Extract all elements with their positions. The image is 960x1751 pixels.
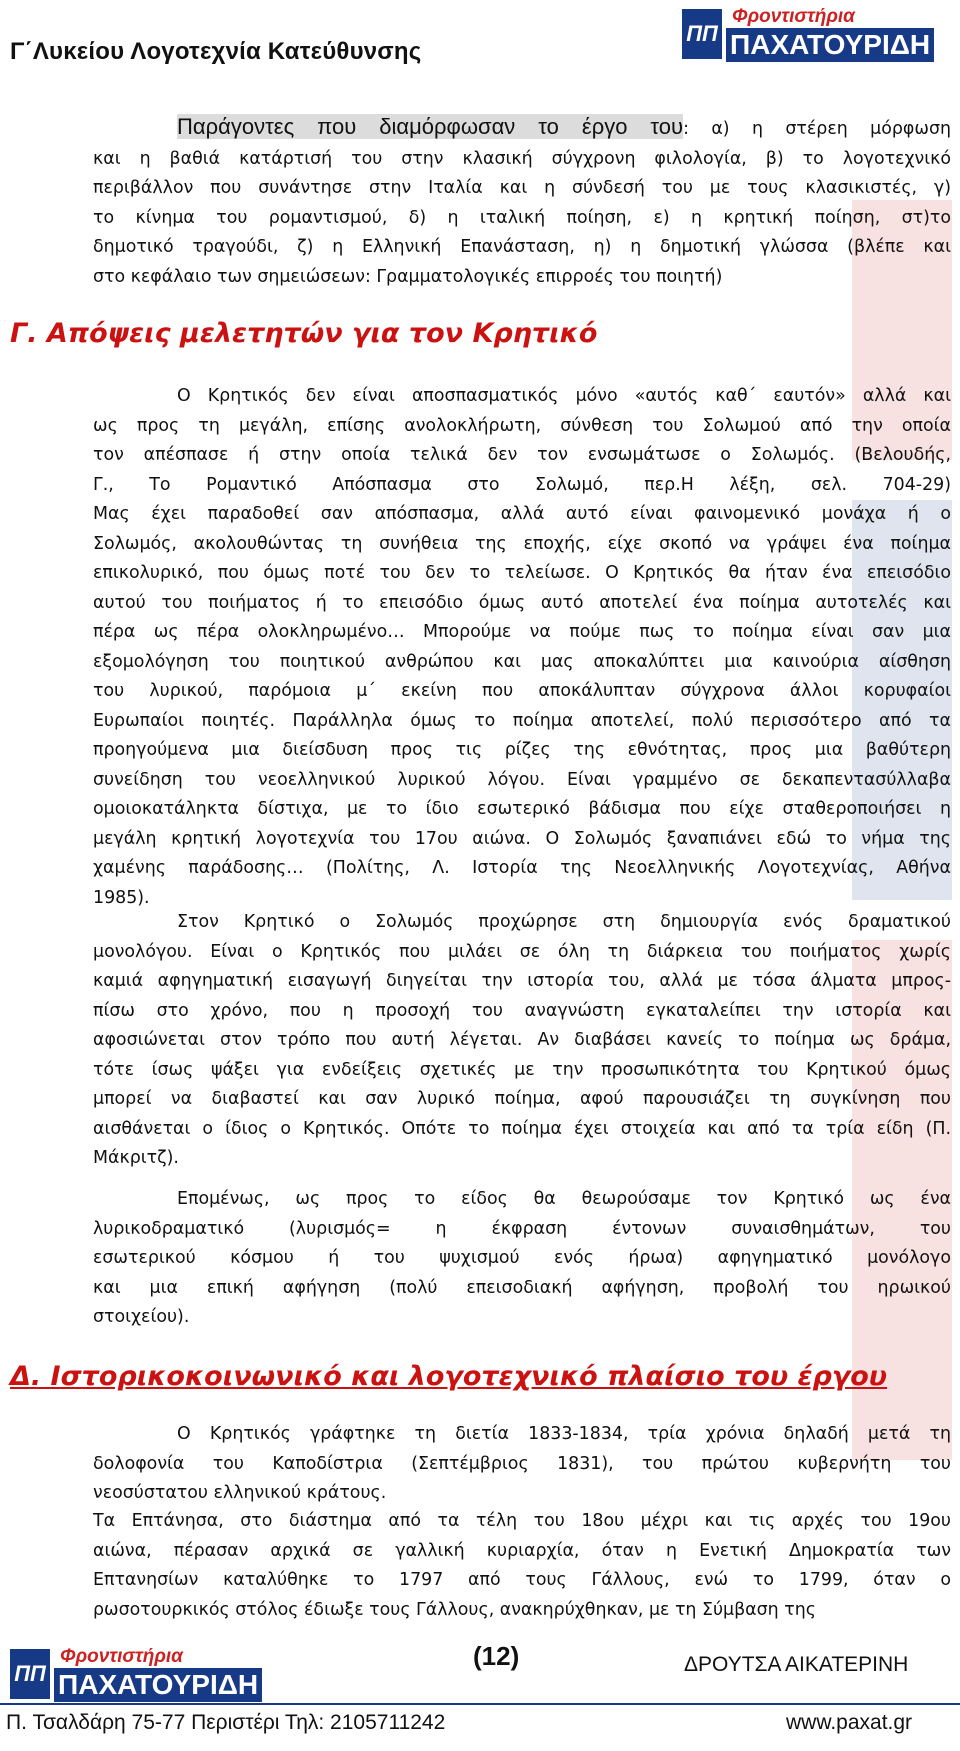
dramatic-monologue-paragraph — [93, 908, 951, 1174]
text-line: αφοσιώνεται στον τρόπο που αυτή λέγεται. Αν διαβάσει κανείς το ποίημα ως δράμα, — [93, 1030, 951, 1050]
factors-paragraph — [93, 112, 951, 292]
factors-lead: Παράγοντες που διαμόρφωσαν το έργο του — [177, 114, 684, 139]
text-line: συνείδηση του νεοελληνικού λυρικού λόγου. Είναι γραμμένο σε δεκαπεντασύλλαβα — [93, 769, 951, 790]
text-line: εσωτερικού κόσμου ή του ψυχισμού ενός ήρωα) αφηγηματικό μονόλογο — [93, 1248, 951, 1268]
text-line: ρωσοτουρκικός στόλος έδιωξε τους Γάλλους, ανακηρύχθηκαν, με τη Σύμβαση της — [93, 1599, 816, 1620]
logo-line1: Φροντιστήρια — [60, 1646, 183, 1667]
text-line: Ευρωπαίοι ποιητές. Παράλληλα όμως το ποίημα αποτελεί, πολύ περισσότερο από τα — [93, 710, 951, 731]
text-line: : α) η στέρεη μόρφωση — [683, 119, 951, 139]
text-line: Μας έχει παραδοθεί σαν απόσπασμα, αλλά αυτό είναι φαινομενικό μονάχα ή ο — [93, 504, 951, 524]
text-line: τότε ίσως ψάξει για ενδείξεις σχετικές με την προσωπικότητα του Κρητικού όμως — [93, 1059, 951, 1080]
text-line: 1985). — [93, 887, 150, 908]
text-line: Επομένως, ως προς το είδος θα θεωρούσαμε τον Κρητικό ως ένα — [177, 1189, 951, 1209]
text-line: μονολόγου. Είναι ο Κρητικός που μιλάει σε όλη τη διάρκεια του ποιήματος χωρίς — [93, 941, 951, 962]
text-line: λυρικοδραματικό (λυρισμός= η έκφραση έντονων συναισθημάτων, του — [93, 1218, 951, 1239]
footer-address: Π. Τσαλδάρη 75-77 Περιστέρι Τηλ: 2105711242 — [6, 1711, 446, 1734]
text-line: στοιχείου). — [93, 1307, 190, 1327]
header-title: Γ΄Λυκείου Λογοτεχνία Κατεύθυνσης — [10, 38, 422, 65]
logo-line2: ΠΑΧΑΤΟΥΡΙΔΗ — [54, 1668, 262, 1702]
text-line: πίσω στο χρόνο, που η προσοχή του αναγνώστη εγκαταλείπει την ιστορία και — [93, 1000, 951, 1021]
footer-logo — [10, 1646, 262, 1702]
brand-logo — [682, 6, 934, 62]
text-line: Τα Επτάνησα, στο διάστημα από τα τέλη του 18ου μέχρι και τις αρχές του 19ου — [93, 1511, 951, 1531]
text-line: δημοτικό τραγούδι, ζ) η Ελληνική Επανάσταση, η) η δημοτική γλώσσα (βλέπε και — [93, 237, 951, 257]
text-line: Ο Κρητικός γράφτηκε τη διετία 1833-1834, τρία χρόνια δηλαδή μετά τη — [177, 1424, 951, 1444]
heptanese-paragraph — [93, 1507, 951, 1625]
text-line: Επτανησίων καταλύθηκε το 1797 από τους Γάλλους, ενώ το 1799, όταν ο — [93, 1570, 951, 1590]
text-line: στο κεφάλαιο των σημειώσεων: Γραμματολογικές επιρροές του ποιητή) — [93, 266, 723, 287]
footer-website: www.paxat.gr — [786, 1711, 913, 1734]
text-line: και μια επική αφήγηση (πολύ επεισοδιακή αφήγηση, προβολή του ηρωικού — [93, 1277, 951, 1298]
text-line: προηγούμενα μια διείσδυση προς τις ρίζες της εθνότητας, προς μια βαθύτερη — [93, 740, 951, 760]
logo-mark-icon: ΠΠ — [682, 9, 722, 59]
text-line: μπορεί να διαβαστεί και σαν λυρικό ποίημα, αφού παρουσιάζει τη συγκίνηση που — [93, 1089, 951, 1109]
section-heading-g: Γ. Απόψεις μελετητών για τον Κρητικό — [10, 318, 598, 349]
logo-line2: ΠΑΧΑΤΟΥΡΙΔΗ — [726, 28, 934, 62]
text-line: δολοφονία του Καποδίστρια (Σεπτέμβριος 1831), του πρώτου κυβερνήτη του — [93, 1453, 951, 1474]
genre-paragraph — [93, 1185, 951, 1333]
text-line: Γ., Το Ρομαντικό Απόσπασμα στο Σολωμό, περ.Η λέξη, σελ. 704-29) — [93, 474, 951, 495]
text-line: Ο Κρητικός δεν είναι αποσπασματικός μόνο «αυτός καθ΄ εαυτόν» αλλά και — [177, 386, 951, 406]
text-line: καμιά αφηγηματική εισαγωγή διηγείται την ιστορία του, αλλά με τόσα άλματα μπρος- — [93, 971, 951, 991]
author-name: ΔΡΟΥΤΣΑ ΑΙΚΑΤΕΡΙΝΗ — [684, 1653, 909, 1676]
text-line: Σολωμός, ακολουθώντας τη συνήθεια της εποχής, είχε σκοπό να γράψει ένα ποίημα — [93, 533, 951, 554]
text-line: ως προς τη μεγάλη, επίσης ανολοκλήρωτη, σύνθεση του Σολωμού από την οποία — [93, 415, 951, 436]
text-line: εξομολόγηση του ποιητικού ανθρώπου και μας αποκαλύπτει μια καινούρια αίσθηση — [93, 651, 951, 672]
text-line: ομοιοκατάληκτα δίστιχα, με το ίδιο εσωτερικό βάδισμα που είχε σταθεροποιήσει η — [93, 799, 951, 819]
text-line: πέρα ως πέρα ολοκληρωμένο… Μπορούμε να πούμε πως το ποίημα είναι σαν μια — [93, 622, 951, 642]
section-heading-d: Δ. Ιστορικοκοινωνικό και λογοτεχνικό πλαίσιο του έργου — [10, 1361, 888, 1392]
logo-line1: Φροντιστήρια — [732, 6, 855, 27]
written-paragraph — [93, 1420, 951, 1509]
text-line: χαμένης παράδοσης… (Πολίτης, Λ. Ιστορία της Νεοελληνικής Λογοτεχνίας, Αθήνα — [93, 858, 951, 878]
text-line: Μάκριτζ). — [93, 1148, 179, 1168]
scholars-paragraph — [93, 382, 951, 913]
text-line: το κίνημα του ρομαντισμού, δ) η ιταλική ποίηση, ε) η κρητική ποίηση, στ)το — [93, 207, 951, 228]
text-line: του λυρικού, παρόμοια μ΄ εκείνη που αποκάλυπταν σύγχρονα άλλοι κορυφαίοι — [93, 681, 951, 701]
text-line: νεοσύστατου ελληνικού κράτους. — [93, 1483, 387, 1503]
text-line: αισθάνεται ο ίδιος ο Κρητικός. Οπότε το ποίημα έχει στοιχεία και από τα τρία είδη (Π. — [93, 1118, 951, 1139]
page-number: (12) — [473, 1641, 520, 1671]
footer-divider — [0, 1703, 960, 1705]
logo-mark-icon: ΠΠ — [10, 1649, 50, 1699]
text-line: αυτού του ποιήματος ή το επεισόδιο όμως αυτό αποτελεί ένα ποίημα αυτοτελές και — [93, 592, 951, 613]
text-line: και η βαθιά κατάρτισή του στην κλασική σύγχρονη φιλολογία, β) το λογοτεχνικό — [93, 148, 951, 169]
text-line: περιβάλλον που συνάντησε στην Ιταλία και η σύνδεσή του με τους κλασικιστές, γ) — [93, 178, 951, 198]
text-line: επικολυρικό, που όμως ποτέ του δεν το τελείωσε. Ο Κρητικός θα ήταν ένα επεισόδιο — [93, 563, 951, 583]
text-line: Στον Κρητικό ο Σολωμός προχώρησε στη δημιουργία ενός δραματικού — [177, 912, 951, 932]
text-line: αιώνα, πέρασαν αρχικά σε γαλλική κυριαρχία, όταν η Ενετική Δημοκρατία των — [93, 1540, 951, 1561]
text-line: μεγάλη κρητική λογοτεχνία του 17ου αιώνα. Ο Σολωμός ξαναπιάνει εδώ το νήμα της — [93, 828, 951, 849]
text-line: τον απέσπασε ή στην οποία τελικά δεν τον ενσωμάτωσε ο Σολωμός. (Βελουδής, — [93, 445, 951, 465]
